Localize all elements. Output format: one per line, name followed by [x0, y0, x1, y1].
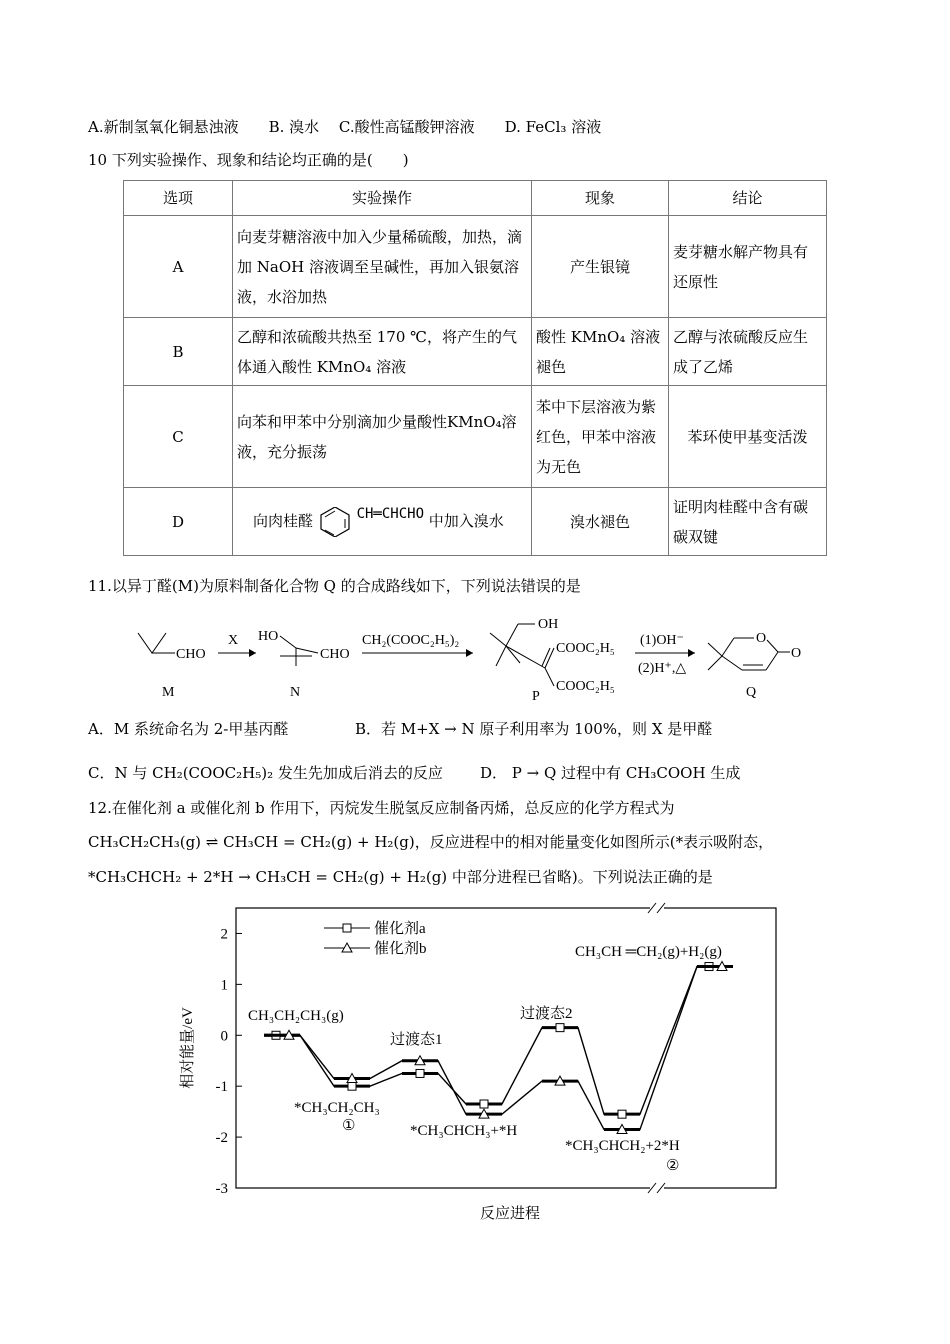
stage-label-propane: CH₃CH₂CH₃(g)	[248, 1008, 344, 1024]
series-line-0	[264, 967, 733, 1115]
energy-profile-chart	[170, 900, 790, 1230]
svg-text:Q: Q	[746, 685, 757, 700]
svg-text:CHO: CHO	[320, 647, 350, 662]
row-phenomenon: 产生银镜	[532, 216, 669, 318]
cinnamaldehyde-chain: CH═CHCHO	[356, 506, 425, 522]
q9-options: A.新制氢氧化铜悬浊液 B. 溴水 C.酸性高锰酸钾溶液 D. FeCl₃ 溶液	[88, 118, 602, 136]
header-phenomenon: 现象	[532, 181, 669, 216]
q11-option-d: D． P → Q 过程中有 CH₃COOH 生成	[480, 764, 741, 782]
q11-option-c: C．N 与 CH₂(COOC₂H₅)₂ 发生先加成后消去的反应	[88, 764, 443, 782]
y-tick-label: -1	[215, 1079, 228, 1096]
stage-label-propenyl-2h: *CH₃CHCH₂+2*H	[565, 1138, 680, 1154]
row-conclusion: 麦芽糖水解产物具有还原性	[669, 216, 827, 318]
condition-1: (1)OH⁻	[640, 633, 684, 648]
row-conclusion: 苯环使甲基变活泼	[669, 386, 827, 488]
header-operation: 实验操作	[233, 181, 532, 216]
table-row	[124, 386, 827, 488]
axis-break-top	[648, 903, 665, 913]
mark-2: ②	[666, 1158, 680, 1174]
q11-option-b: B．若 M+X → N 原子利用率为 100%，则 X 是甲醛	[355, 720, 713, 738]
square-data-point	[556, 1024, 564, 1032]
stage-label-adsorbed-propane: *CH₃CH₂CH₃	[294, 1100, 380, 1116]
row-operation: 向苯和甲苯中分别滴加少量酸性KMnO₄溶液，充分振荡	[233, 386, 532, 488]
compound-q	[708, 631, 801, 700]
svg-text:CHO: CHO	[176, 647, 206, 662]
svg-text:P: P	[532, 689, 540, 703]
stage-label-propyl-h: *CH₃CHCH₃+*H	[410, 1123, 518, 1139]
square-data-point	[480, 1100, 488, 1108]
stage-label-ts2: 过渡态2	[520, 1006, 573, 1022]
svg-text:O: O	[756, 631, 767, 646]
svg-text:N: N	[290, 685, 301, 700]
y-tick-label: -3	[215, 1181, 228, 1197]
condition-2: (2)H⁺,△	[638, 661, 687, 676]
svg-text:M: M	[162, 685, 175, 700]
mark-1: ①	[342, 1118, 356, 1134]
y-tick-label: 1	[220, 977, 228, 994]
stage-label-ts1: 过渡态1	[390, 1032, 443, 1048]
legend-a: 催化剂a	[374, 921, 426, 937]
q10-table	[123, 180, 827, 556]
row-option: B	[124, 318, 233, 386]
compound-n	[258, 629, 350, 700]
y-tick-label: -2	[215, 1130, 228, 1147]
square-data-point	[618, 1110, 626, 1118]
header-option: 选项	[124, 181, 233, 216]
reagent-x: X	[228, 633, 239, 648]
y-axis-label: 相对能量/eV	[180, 1007, 196, 1089]
legend-b: 催化剂b	[374, 941, 427, 957]
q12-line-1: 12.在催化剂 a 或催化剂 b 作用下，丙烷发生脱氢反应制备丙烯，总反应的化学方程式为	[88, 799, 675, 817]
stage-label-product: CH₃CH ═CH₂(g)+H₂(g)	[575, 944, 722, 960]
square-data-point	[416, 1069, 424, 1077]
row-conclusion: 乙醇与浓硫酸反应生成了乙烯	[669, 318, 827, 386]
q11-option-a: A．M 系统命名为 2-甲基丙醛	[88, 720, 289, 738]
row-option: C	[124, 386, 233, 488]
row-operation: 向麦芽糖溶液中加入少量稀硫酸，加热，滴加 NaOH 溶液调至呈碱性，再加入银氨溶液，水浴加热	[233, 216, 532, 318]
svg-text:OH: OH	[538, 617, 559, 632]
reagent-malonate: CH₂(COOC₂H₅)₂	[362, 633, 460, 648]
benzene-ring-icon	[318, 507, 352, 537]
synthesis-scheme	[130, 608, 830, 703]
row-option: A	[124, 216, 233, 318]
row-operation: 乙醇和浓硫酸共热至 170 ℃，将产生的气体通入酸性 KMnO₄ 溶液	[233, 318, 532, 386]
row-operation-post: 中加入溴水	[428, 512, 504, 530]
q12-line-3: *CH₃CHCH₂ + 2*H → CH₃CH = CH₂(g) + H₂(g) 中部分进程已省略)。下列说法正确的是	[88, 868, 713, 886]
table-row	[124, 216, 827, 318]
row-phenomenon: 溴水褪色	[532, 488, 669, 556]
svg-text:COOC₂H₅: COOC₂H₅	[556, 679, 615, 694]
table-row	[124, 318, 827, 386]
q10-stem: 10 下列实验操作、现象和结论均正确的是( )	[88, 151, 409, 169]
y-tick-label: 2	[220, 926, 228, 943]
row-operation-pre: 向肉桂醛	[253, 512, 314, 530]
row-phenomenon: 苯中下层溶液为紫红色，甲苯中溶液为无色	[532, 386, 669, 488]
q11-stem: 11.以异丁醛(M)为原料制备化合物 Q 的合成路线如下，下列说法错误的是	[88, 577, 581, 595]
legend	[324, 919, 427, 957]
compound-m	[138, 633, 206, 700]
x-axis-label: 反应进程	[479, 1206, 541, 1222]
row-option: D	[124, 488, 233, 556]
square-marker-icon	[343, 924, 351, 932]
row-phenomenon: 酸性 KMnO₄ 溶液褪色	[532, 318, 669, 386]
svg-text:COOC₂H₅: COOC₂H₅	[556, 641, 615, 656]
compound-p	[490, 617, 615, 703]
square-data-point	[348, 1082, 356, 1090]
y-tick-label: 0	[220, 1028, 228, 1045]
svg-text:HO: HO	[258, 629, 279, 644]
header-conclusion: 结论	[669, 181, 827, 216]
svg-text:O: O	[791, 646, 802, 661]
table-row	[124, 488, 827, 556]
q12-line-2: CH₃CH₂CH₃(g) ⇌ CH₃CH = CH₂(g) + H₂(g)，反应进程中的相对能量变化如图所示(*表示吸附态，	[88, 833, 774, 851]
axis-break-bottom	[648, 1183, 665, 1193]
row-conclusion: 证明肉桂醛中含有碳碳双键	[669, 488, 827, 556]
